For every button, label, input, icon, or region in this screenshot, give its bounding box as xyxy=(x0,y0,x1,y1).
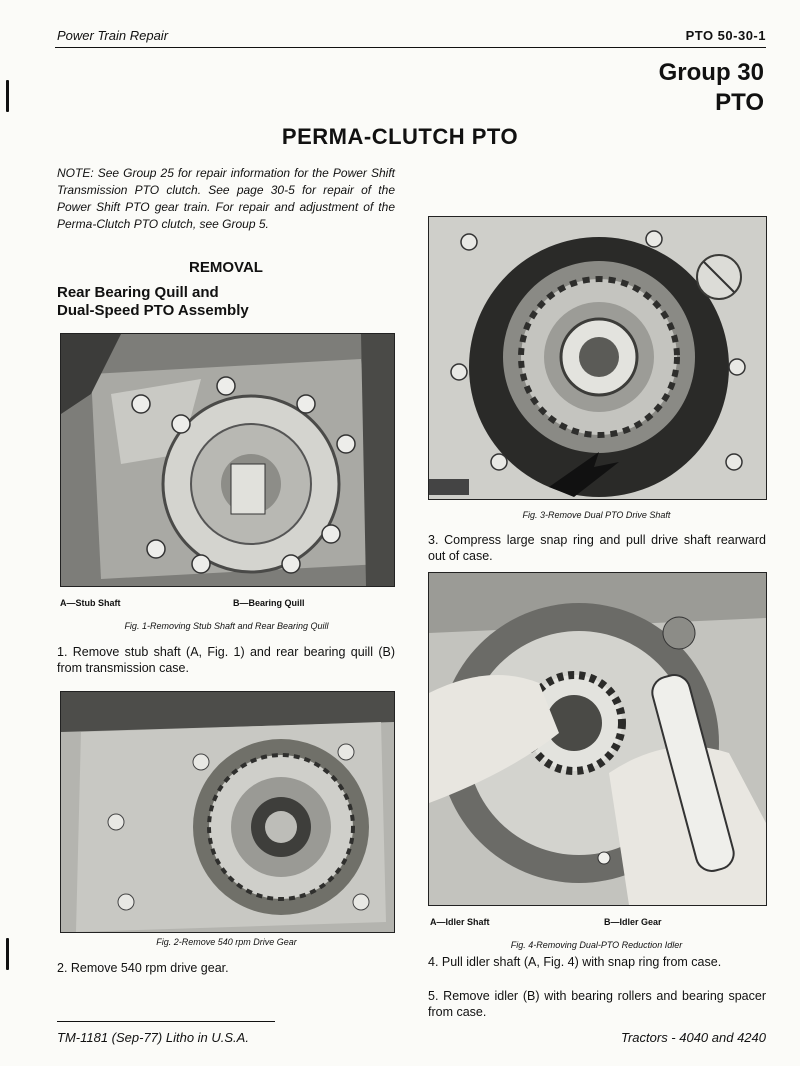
subheading-line-2: Dual-Speed PTO Assembly xyxy=(57,302,249,319)
margin-mark-top xyxy=(6,80,9,112)
footer-right: Tractors - 4040 and 4240 xyxy=(620,1030,766,1045)
step-1: 1. Remove stub shaft (A, Fig. 1) and rear bearing quill (B) from transmission case. xyxy=(57,645,395,675)
footer-rule xyxy=(57,1021,275,1022)
running-header-left: Power Train Repair xyxy=(57,28,169,43)
header-rule xyxy=(55,47,766,48)
subheading-line-1: Rear Bearing Quill and xyxy=(57,284,219,301)
step-2: 2. Remove 540 rpm drive gear. xyxy=(57,961,229,975)
subheading xyxy=(57,284,397,320)
figure-4-photo xyxy=(428,572,767,906)
figure-4-callout-a: A—Idler Shaft xyxy=(430,917,490,927)
group-name: PTO xyxy=(715,89,764,116)
footer-left: TM-1181 (Sep-77) Litho in U.S.A. xyxy=(57,1030,249,1045)
group-number: Group 30 xyxy=(658,59,764,86)
step-4: 4. Pull idler shaft (A, Fig. 4) with snap ring from case. xyxy=(428,955,722,969)
group-title xyxy=(659,58,764,118)
figure-2-photo xyxy=(60,691,395,933)
figure-4-callout-b: B—Idler Gear xyxy=(604,917,662,927)
figure-2-caption: Fig. 2-Remove 540 rpm Drive Gear xyxy=(156,937,297,947)
margin-mark-bottom xyxy=(6,938,9,970)
figure-3-photo xyxy=(428,216,767,500)
running-header-right: PTO 50-30-1 xyxy=(685,28,766,43)
figure-1-callout-b: B—Bearing Quill xyxy=(233,598,305,608)
figure-1-caption: Fig. 1-Removing Stub Shaft and Rear Bearing Quill xyxy=(124,621,329,631)
figure-3-caption: Fig. 3-Remove Dual PTO Drive Shaft xyxy=(522,510,671,520)
figure-4-caption: Fig. 4-Removing Dual-PTO Reduction Idler xyxy=(510,940,683,950)
page-title: PERMA-CLUTCH PTO xyxy=(281,124,519,149)
step-5: 5. Remove idler (B) with bearing rollers and bearing spacer from case. xyxy=(428,989,766,1019)
section-heading: REMOVAL xyxy=(189,259,263,276)
note-paragraph: NOTE: See Group 25 for repair information for the Power Shift Transmission PTO clutch. See page 30-5 for repair of the Power Shift PTO gear train. For repair and adjustment of the Perma-Clutch PTO clutch, see Group 5. xyxy=(57,166,395,231)
step-3: 3. Compress large snap ring and pull drive shaft rearward out of case. xyxy=(428,533,766,563)
figure-1-callout-a: A—Stub Shaft xyxy=(60,598,121,608)
figure-1-photo xyxy=(60,333,395,587)
